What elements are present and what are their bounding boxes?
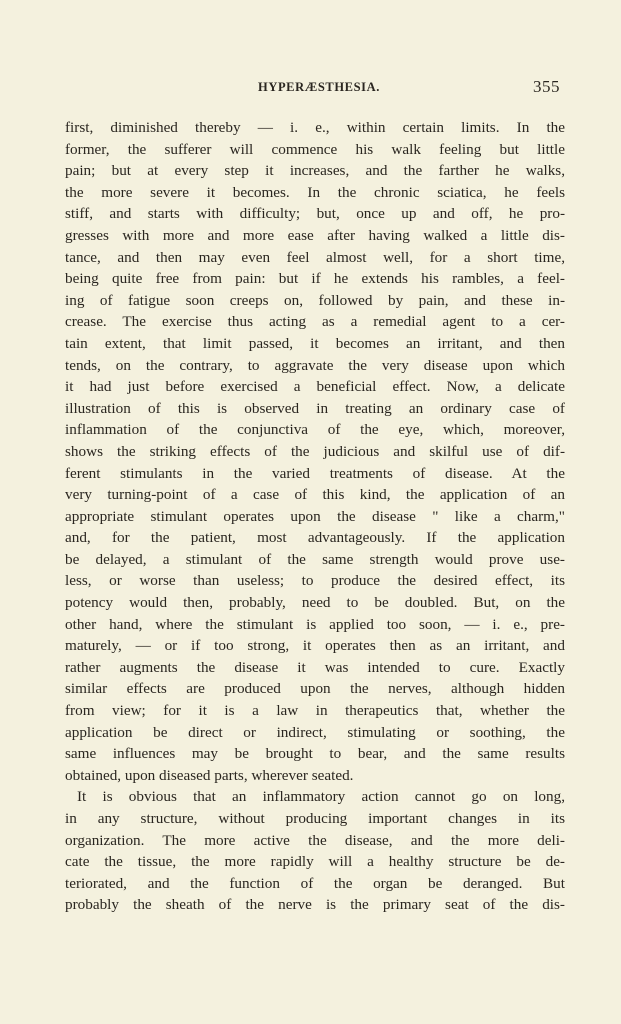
text-line: tain extent, that limit passed, it becomes an irritant, and then <box>65 334 565 352</box>
text-line: less, or worse than useless; to produce the desired effect, its <box>65 572 565 590</box>
text-line: appropriate stimulant operates upon the disease " like a charm," <box>65 507 565 525</box>
text-line: illustration of this is observed in treating an ordinary case of <box>65 399 565 417</box>
page-number: 355 <box>533 77 560 96</box>
text-line: be delayed, a stimulant of the same strength would prove use- <box>65 550 565 568</box>
text-line: very turning-point of a case of this kind, the application of an <box>65 486 565 504</box>
running-title: HYPERÆSTHESIA. <box>258 80 380 94</box>
text-line: gresses with more and more ease after having walked a little dis- <box>65 226 565 244</box>
text-line: crease. The exercise thus acting as a remedial agent to a cer- <box>65 313 565 331</box>
text-line: potency would then, probably, need to be doubled. But, on the <box>65 594 565 612</box>
text-line: rather augments the disease it was intended to cure. Exactly <box>65 658 565 676</box>
text-line: tance, and then may even feel almost well, for a short time, <box>65 248 565 266</box>
text-line: ferent stimulants in the varied treatments of disease. At the <box>65 464 565 482</box>
text-line: shows the striking effects of the judicious and skilful use of dif- <box>65 442 565 460</box>
text-line: same influences may be brought to bear, and the same results <box>65 745 565 763</box>
text-line: similar effects are produced upon the nerves, although hidden <box>65 680 565 698</box>
text-line: teriorated, and the function of the organ be deranged. But <box>65 874 565 892</box>
text-line: and, for the patient, most advantageously. If the application <box>65 529 565 547</box>
text-line: inflammation of the conjunctiva of the eye, which, moreover, <box>65 421 565 439</box>
text-line: cate the tissue, the more rapidly will a healthy structure be de- <box>65 853 565 871</box>
text-line: it had just before exercised a beneficial effect. Now, a delicate <box>65 378 565 396</box>
text-line: application be direct or indirect, stimulating or soothing, the <box>65 723 565 741</box>
text-line: other hand, where the stimulant is applied too soon, — i. e., pre- <box>65 615 565 633</box>
text-line: being quite free from pain: but if he extends his rambles, a feel- <box>65 270 565 288</box>
text-line: tends, on the contrary, to aggravate the very disease upon which <box>65 356 565 374</box>
text-line: It is obvious that an inflammatory action cannot go on long, <box>77 788 565 806</box>
text-line: former, the sufferer will commence his walk feeling but little <box>65 140 565 158</box>
text-line: obtained, upon diseased parts, wherever seated. <box>65 766 354 784</box>
text-line: in any structure, without producing important changes in its <box>65 810 565 827</box>
text-line: pain; but at every step it increases, and the farther he walks, <box>65 162 565 180</box>
text-line: from view; for it is a law in therapeutics that, whether the <box>65 702 565 720</box>
text-line: stiff, and starts with difficulty; but, once up and off, he pro- <box>65 205 565 223</box>
text-line: first, diminished thereby — i. e., within certain limits. In the <box>65 119 565 136</box>
text-line: maturely, — or if too strong, it operates then as an irritant, and <box>65 637 565 655</box>
text-line: probably the sheath of the nerve is the primary seat of the dis- <box>65 896 565 914</box>
paragraph-2 <box>65 786 565 916</box>
body-text <box>65 117 565 916</box>
text-line: organization. The more active the disease, and the more deli- <box>65 831 565 849</box>
paragraph-1 <box>65 117 565 786</box>
text-line: the more severe it becomes. In the chronic sciatica, he feels <box>65 183 565 201</box>
text-line: ing of fatigue soon creeps on, followed by pain, and these in- <box>65 291 565 309</box>
